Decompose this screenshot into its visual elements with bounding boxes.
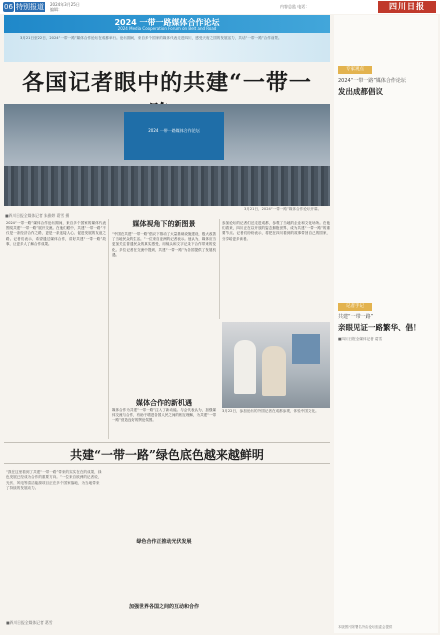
- pull-quote: “我在这里看到了共建“一带一路”带来的实实在在的成果，绿色发展已经成为合作的重要方向。”一位来自欧洲的记者说，光伏、风电等清洁能源项目正在多个国家落地，为当地带来了持续的发展动力。: [6, 470, 102, 491]
- reporters-visit-caption: 3月22日，参加论坛的外国记者在成都参观，体验中国文化。: [222, 409, 319, 413]
- photo-backdrop: [292, 334, 320, 364]
- section-rule: [4, 463, 330, 464]
- audience-crowd: [4, 166, 330, 206]
- forum-banner-subtitle: 2024 Media Cooperation Forum on Belt and Road: [117, 26, 217, 31]
- sidebar-kicker-2: 共建“一带一路”: [338, 314, 374, 320]
- subhead-media-perspective: 媒体视角下的新图景: [132, 220, 196, 228]
- article-column-3: 参加论坛的记者们还走进成都，参观了当地的企业和文化场所。在他们看来，四川正在以开放的姿态拥抱世界，成为共建“一带一路”的重要节点。记者们纷纷表示，将把在四川看到的故事带回自己的国家，分享给更多读者。: [222, 221, 330, 241]
- forum-banner-description: 3月21日至22日，2024“一带一路”媒体合作论坛在成都举行。论坛期间，来自多个国家的媒体代表走进四川，感受天府之国的发展活力，共话“一带一路”合作前景。: [20, 36, 282, 40]
- sidebar-label-notes: 记者手记: [338, 303, 372, 311]
- stage-screen-text: 2024 一带一路媒体合作论坛: [148, 128, 200, 133]
- photo-figure: [234, 340, 256, 394]
- subhead-photovoltaic: 绿色合作正推动光伏发展: [136, 539, 192, 545]
- forum-banner-title: 2024 一带一路媒体合作论坛: [114, 18, 220, 27]
- article-column-2b: 媒体合作为共建“一带一路”注入了新动能。与会代表认为，加强媒体交流与合作，有助于增进各国人民之间的相互理解，为共建“一带一路”营造良好的舆论氛围。: [112, 408, 216, 423]
- main-photo-byline: ■四川日报全媒体记者 朱雅婷 葛雪 摄: [5, 213, 70, 218]
- sidebar-label-expert: 专家观点: [338, 66, 372, 74]
- section-number-badge: 06: [4, 3, 13, 11]
- sidebar-title-1: 发出成都倡议: [338, 87, 383, 96]
- header-note: 内容总监 电话：: [280, 4, 310, 9]
- photo-figure: [262, 346, 286, 396]
- green-cooperation-headline: 共建“一带一路”绿色底色越来越鲜明: [70, 448, 264, 462]
- forum-main-photo: [4, 104, 330, 206]
- section-name: 特别报道: [16, 3, 44, 11]
- publish-date: 2024年3月25日: [50, 2, 80, 7]
- sidebar-footer: 本版图片除署名外由论坛组委会提供: [338, 625, 393, 629]
- article-column-1: 2024“一带一路”媒体合作论坛期间，来自多个国家的媒体代表围绕共建“一带一路”展开交流。在他们眼中，共建“一带一路”不仅是一条经济合作之路，更是一条连接人心、促进发展的友谊之路。记者们表示，希望通过媒体合作，讲好共建“一带一路”故事，让更多人了解合作成果。: [6, 221, 106, 246]
- newspaper-logo: 四川日报: [378, 1, 436, 13]
- editor-line: 编辑：: [50, 7, 62, 12]
- main-photo-caption: 3月21日，2024“一带一路”媒体合作论坛开幕。: [244, 207, 322, 211]
- sidebar-kicker-1: 2024“一带一路”媒体合作论坛: [338, 78, 406, 84]
- second-story-byline: ■四川日报全媒体记者 葛雪: [6, 620, 53, 625]
- sidebar-author-2: ■四川日报全媒体记者 葛雪: [338, 337, 383, 341]
- main-headline: 各国记者眼中的共建“一带一: [22, 70, 312, 96]
- column-divider: [108, 219, 109, 439]
- sidebar-title-2: 亲眼见证一路繁华、倡！: [338, 323, 421, 332]
- subhead-media-cooperation: 媒体合作的新机遇: [136, 399, 192, 407]
- column-divider: [219, 219, 220, 319]
- section-rule: [4, 442, 330, 443]
- stage-screen: [124, 112, 224, 160]
- article-column-2: “中国在共建“一带一路”倡议下推动了大量基础设施建设，极大改善了当地民众的生活。”一位来自亚洲的记者表示。他认为，媒体应当更加关注普通民众的真实感受，用镜头和文字记录下合作带来的变化。多位记者在交流中提到，共建“一带一路”为各国提供了发展机遇。: [112, 232, 216, 257]
- subhead-interaction: 加强世界各国之间的互动和合作: [128, 604, 199, 610]
